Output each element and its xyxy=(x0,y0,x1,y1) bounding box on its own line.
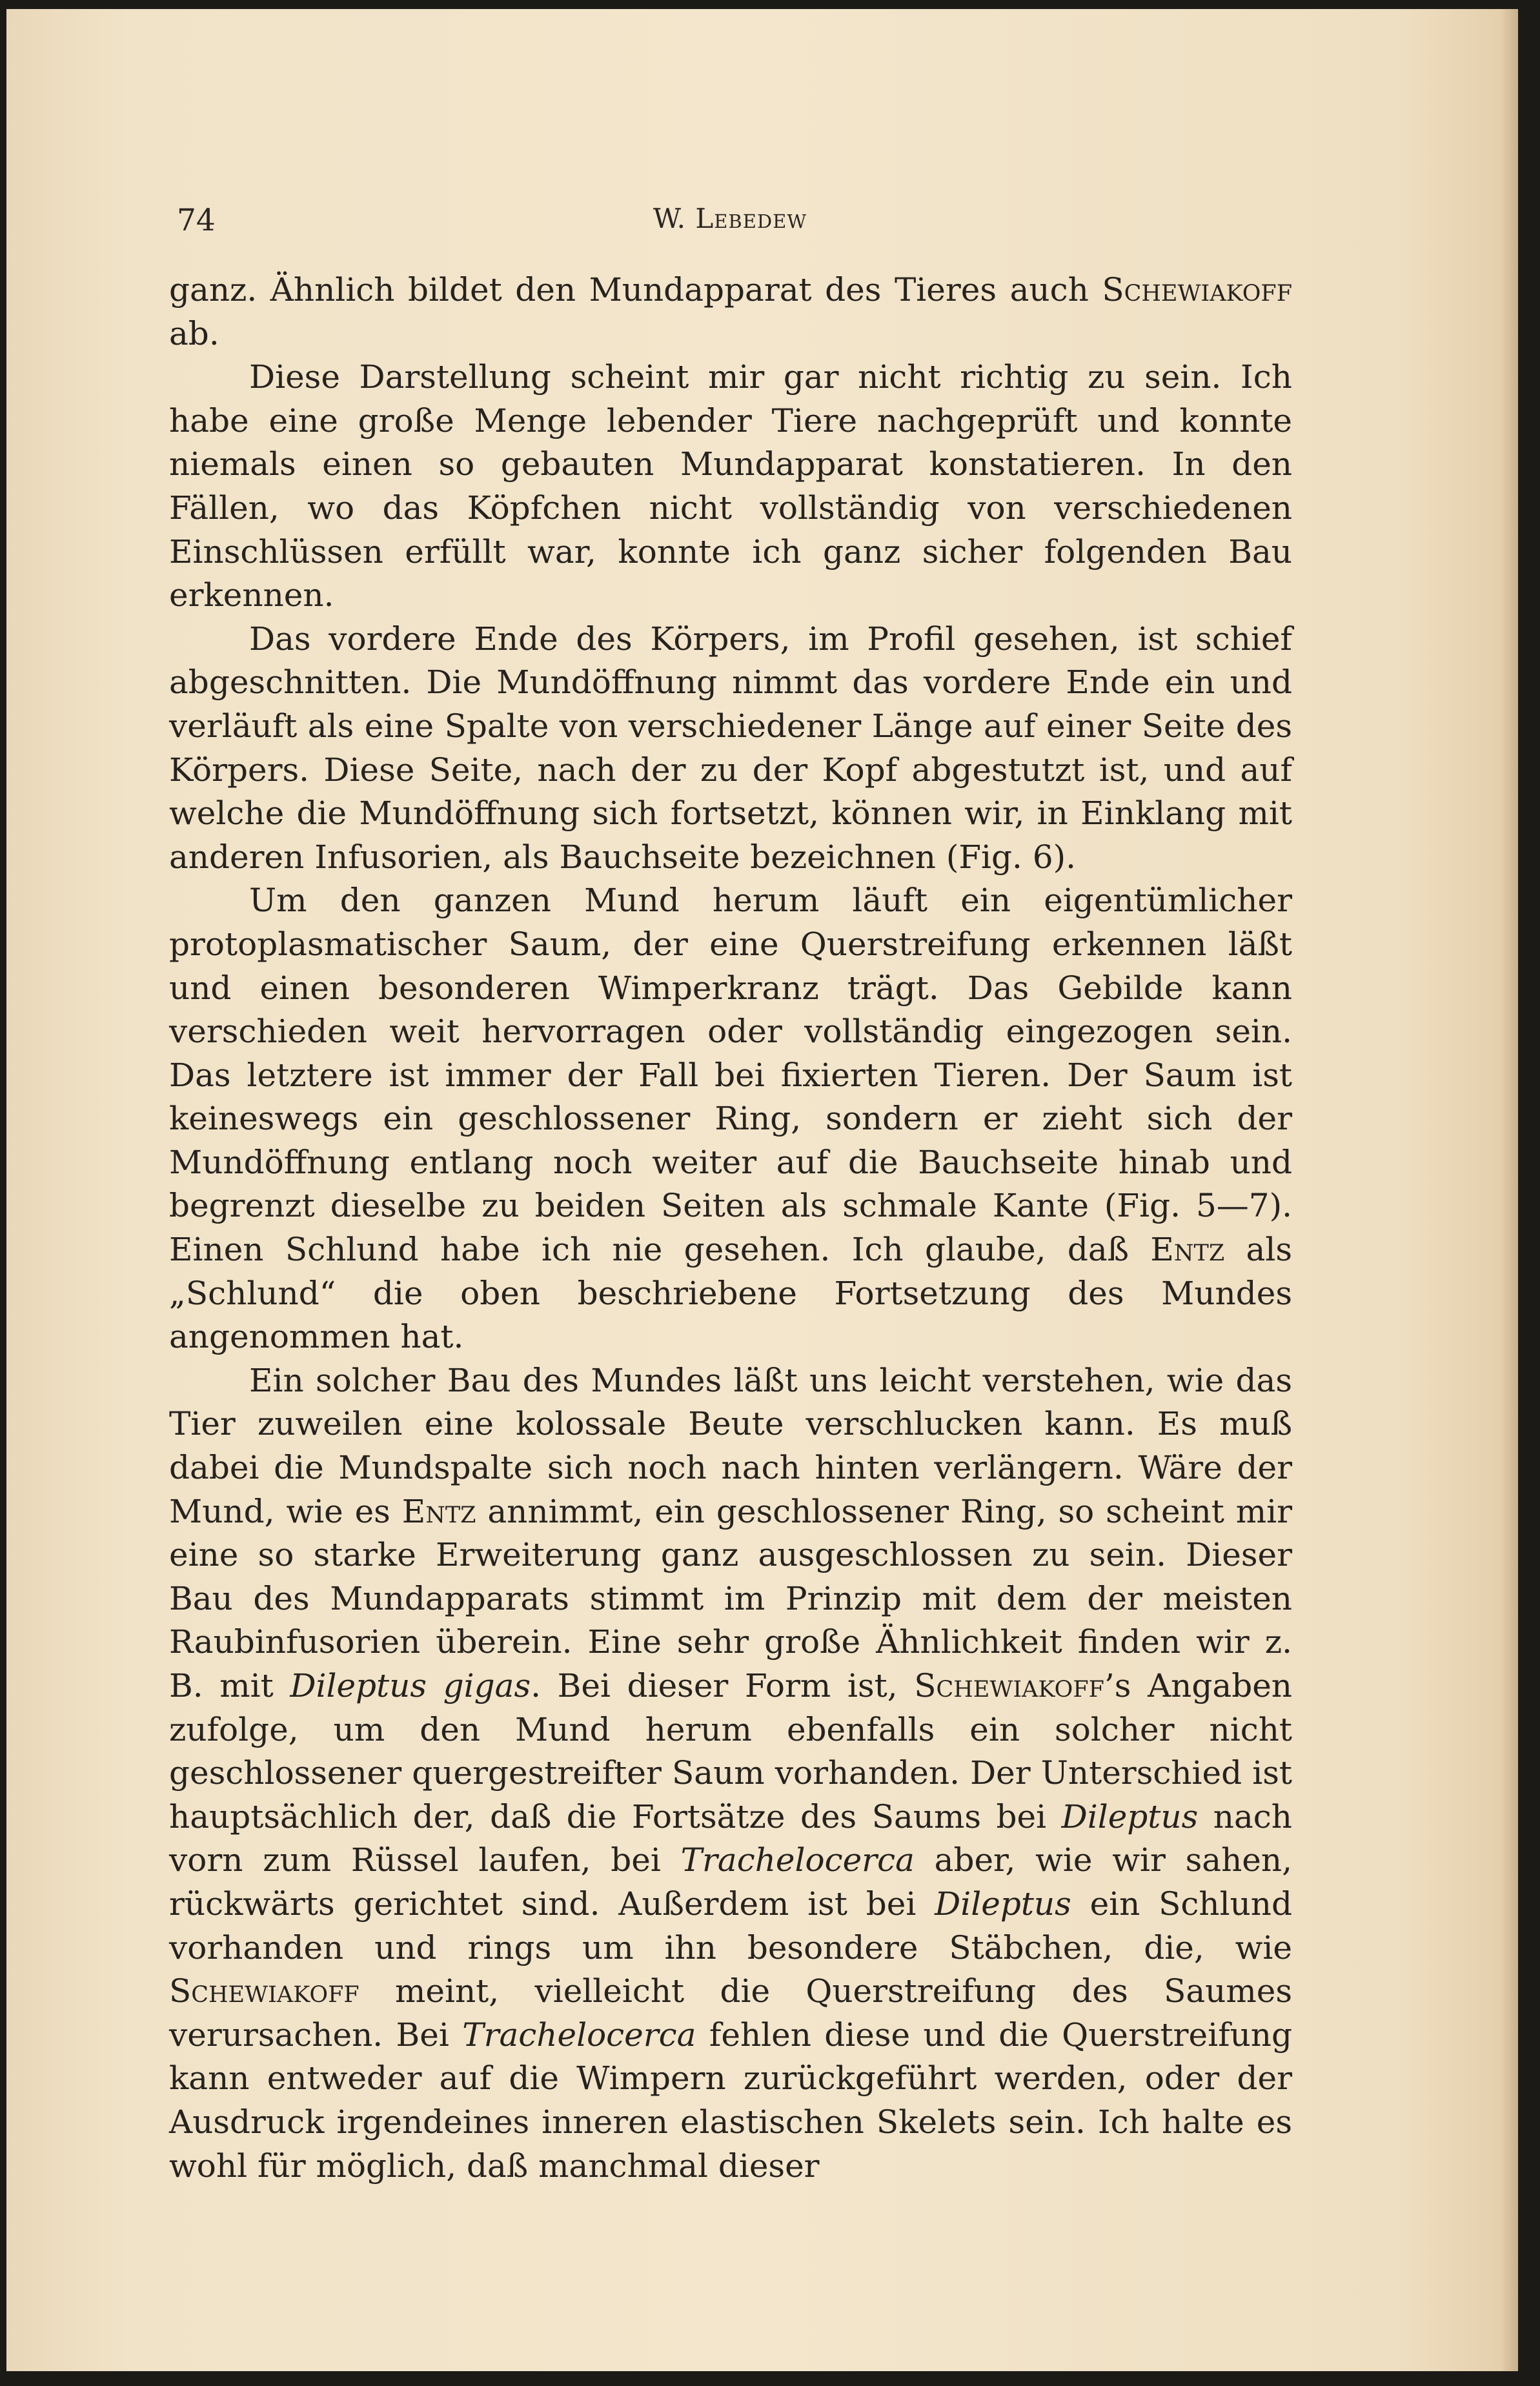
paragraph xyxy=(169,356,1292,618)
author-name: Entz xyxy=(1150,1231,1225,1269)
text-run: Das vordere Ende des Körpers, im Profil gesehen, ist schief abgeschnitten. Die Mundöffnung nimmt das vordere Ende ein und verläuft als eine Spalte von verschiedener Länge auf einer Seite des Körpers. Diese Seite, nach der zu der Kopf abgestutzt ist, und auf welche die Mundöffnung sich fortsetzt, können wir, in Einklang mit anderen Infusorien, als Bauchseite bezeichnen (Fig. 6). xyxy=(169,620,1292,876)
text-run: als „Schlund“ die oben beschriebene Fortsetzung des Mundes angenommen hat. xyxy=(169,1231,1292,1356)
page-header xyxy=(168,203,1292,241)
author-name: Schewiakoff xyxy=(914,1667,1104,1704)
text-run: . Bei dieser Form ist, xyxy=(531,1667,915,1704)
paragraph xyxy=(169,618,1292,880)
text-run: meint, vielleicht die Querstreifung des Saumes verursachen. Bei xyxy=(169,1972,1292,2054)
author-name: Schewiakoff xyxy=(169,1972,360,2010)
taxon-name: Dileptus gigas xyxy=(290,1667,531,1704)
taxon-name: Dileptus xyxy=(1061,1797,1199,1835)
text-run: ’s Angaben zufolge, um den Mund herum ebenfalls ein solcher nicht geschlossener quergestreifter Saum vorhanden. Der Unterschied ist hauptsächlich der, daß die Fortsätze des Saums bei xyxy=(169,1667,1292,1835)
taxon-name: Trachelocerca xyxy=(680,1841,915,1879)
book-page xyxy=(6,9,1518,2371)
taxon-name: Dileptus xyxy=(935,1885,1071,1923)
text-run: fehlen diese und die Querstreifung kann entweder auf die Wimpern zurückgeführt werden, oder der Ausdruck irgendeines inneren elastischen Skelets sein. Ich halte es wohl für möglich, daß manchmal dieser xyxy=(169,2016,1292,2185)
paragraph xyxy=(169,1359,1292,2188)
paragraph xyxy=(169,268,1292,356)
text-run: ganz. Ähnlich bildet den Mundapparat des Tieres auch xyxy=(169,271,1102,308)
running-head: W. Lebedew xyxy=(653,203,807,234)
text-run: ein Schlund vorhanden und rings um ihn besondere Stäbchen, die, wie xyxy=(169,1885,1292,1966)
text-run: nach vorn zum Rüssel laufen, bei xyxy=(169,1797,1292,1879)
page-number: 74 xyxy=(177,203,216,238)
paragraph xyxy=(169,879,1292,1359)
text-run: Um den ganzen Mund herum läuft ein eigentümlicher protoplasmatischer Saum, der eine Querstreifung erkennen läßt und einen besonderen Wimperkranz trägt. Das Gebilde kann verschieden weit hervorragen oder vollständig eingezogen sein. Das letztere ist immer der Fall bei fixierten Tieren. Der Saum ist keineswegs ein geschlossener Ring, sondern er zieht sich der Mundöffnung entlang noch weiter auf die Bauchseite hinab und begrenzt dieselbe zu beiden Seiten als schmale Kante (Fig. 5—7). Einen Schlund habe ich nie gesehen. Ich glaube, daß xyxy=(169,882,1292,1269)
taxon-name: Trachelocerca xyxy=(462,2016,696,2054)
text-run: aber, wie wir sahen, rückwärts gerichtet sind. Außerdem ist bei xyxy=(169,1841,1292,1923)
text-run: Diese Darstellung scheint mir gar nicht richtig zu sein. Ich habe eine große Menge lebender Tiere nachgeprüft und konnte niemals einen so gebauten Mundapparat konstatieren. In den Fällen, wo das Köpfchen nicht vollständig von verschiedenen Einschlüssen erfüllt war, konnte ich ganz sicher folgenden Bau erkennen. xyxy=(169,358,1292,614)
text-run: annimmt, ein geschlossener Ring, so scheint mir eine so starke Erweiterung ganz ausgeschlossen zu sein. Dieser Bau des Mundapparats stimmt im Prinzip mit dem der meisten Raubinfusorien überein. Eine sehr große Ähnlichkeit finden wir z. B. mit xyxy=(169,1492,1292,1704)
body-text xyxy=(169,268,1292,2188)
author-name: Schewiakoff xyxy=(1102,271,1292,308)
page-edge-shadow xyxy=(1500,9,1518,2371)
author-name: Entz xyxy=(401,1492,476,1530)
text-run: Ein solcher Bau des Mundes läßt uns leicht verstehen, wie das Tier zuweilen eine kolossale Beute verschlucken kann. Es muß dabei die Mundspalte sich noch nach hinten verlängern. Wäre der Mund, wie es xyxy=(169,1361,1292,1530)
text-run: ab. xyxy=(169,314,219,352)
